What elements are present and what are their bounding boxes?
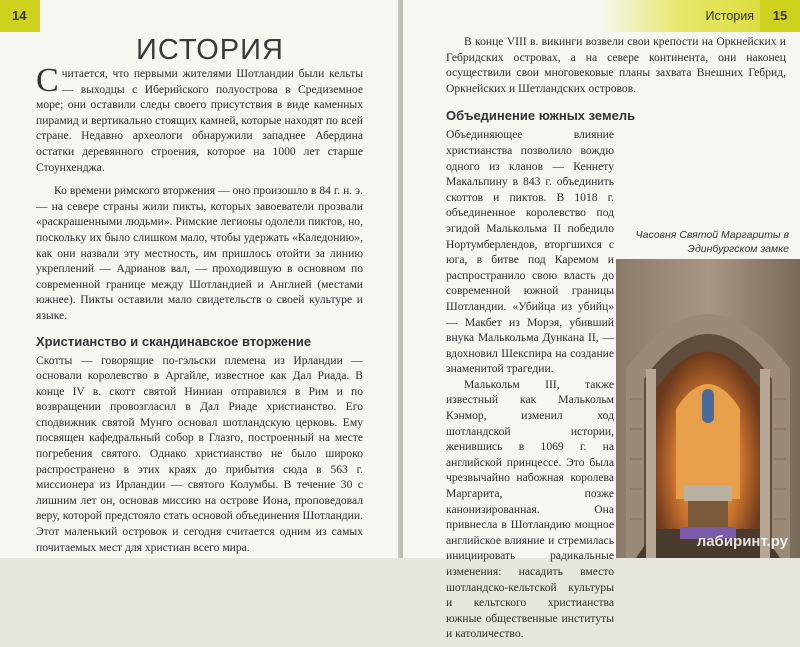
drop-cap: С [36, 62, 59, 99]
page-number-left: 14 [0, 0, 40, 32]
section-heading-unification: Объединение южных земель [446, 108, 636, 124]
paragraph-1-text: читается, что первыми жителями Шотландии были кельты — выходцы с Иберийского полуострова в Средиземное море; они оставили следы своего присутствия в виде каменных пирамид и вертикально стоящих камней, которые находят по всей стране. Недавно археологи обнаружили западнее Абердина остатки деревянного строения, которое на 1000 лет старше Стоунхенджа. [36, 67, 363, 174]
left-column [36, 62, 363, 555]
right-page [403, 0, 800, 641]
running-head [600, 0, 800, 32]
paragraph-vikings: В конце VIII в. викинги возвели свои крепости на Оркнейских и Гебридских островах, а на севере континента, они наконец осуществили свои многовековые планы захвата Внешних Гебрид, Оркнейских и Шетландских островов. [446, 35, 786, 95]
section-heading-christianity: Христианство и скандинавское вторжение [36, 333, 312, 349]
paragraph-malcolm: Малькольм III, также известный как Малькольм Кэнмор, изменил ход шотландской истории, женившись в 1069 г. на английской принцессе. Это была чрезвычайно набожная королева Маргарита, позже канонизированная. Она привнесла в Шотландию мощное английское влияние и стремилась инициировать радикальные изменения: насадить вместо шотландско-кельтской культуры и кельтского христианства южные общественные институты и католичество. [446, 377, 786, 642]
page-number-right: 15 [760, 0, 800, 32]
photo-caption: Часовня Святой Маргариты в Эдинбургском замке [635, 229, 789, 255]
watermark: лабиринт.ру [696, 533, 788, 550]
paragraph-3: Скотты — говорящие по-гэльски племена из Ирландии — основали королевство в Аргайле, известное как Дал Риада. В конце IV в. скотт святой Ниниан отправился в Рим и по возвращении провозгласил в Дал Риаде христианство. Его сподвижник святой Мунго основал шотландскую церковь. Ему посвящен кафедральный собор в Глазго, построенный на месте погребения святого. Однако христианство не было широко распространено в этих краях до прибытия сюда в 563 г. миссионера из Ирландии — святого Колумбы. В течение 30 с лишним лет он, основав миссию на острове Иона, проповедовал веру, которой предстояло стать основой объединения Шотландии. Этот маленький островок и сегодня считается одним из самых почитаемых мест для христиан всего мира. [36, 353, 363, 554]
paragraph-2: Ко времени римского вторжения — оно произошло в 84 г. н. э. — на севере страны жили пикты, которых завоеватели прозвали «раскрашенными людьми». Римские легионы одолели пиктов, но, поскольку их было слишком мало, чтобы удержать «Каледонию», как они назвали эту местность, им пришлось отойти за линию укреплений — Адрианов вал, — проходившую в основном по современной границе между Шотландией и Англией (местами южнее). Пикты оставили мало свидетельств о своей культуре и языке. [36, 184, 363, 322]
paragraph-unification: Объединяющее влияние христианства позволило вождю одного из кланов — Кеннету Макальпину в 843 г. объединить скоттов и пиктов. В 1018 г. объединенное королевство под эгидой Малькольма II победило Нортумберлендов, вторгшихся с юга, в битве под Каремом и распространило свою власть до современной южной границы Шотландии. «Убийца из убийц» — Макбет из Морэя, убивший внука Малькольма Дункана II, — вдохновил Шекспира на создание знаменитой трагедии. [446, 127, 786, 377]
left-page [0, 0, 400, 558]
page-title: ИСТОРИЯ [136, 34, 284, 66]
running-head-title: История [705, 9, 754, 23]
chapel-interior-illustration [616, 259, 800, 558]
paragraph-1 [36, 62, 363, 175]
chapel-photo [616, 259, 800, 558]
